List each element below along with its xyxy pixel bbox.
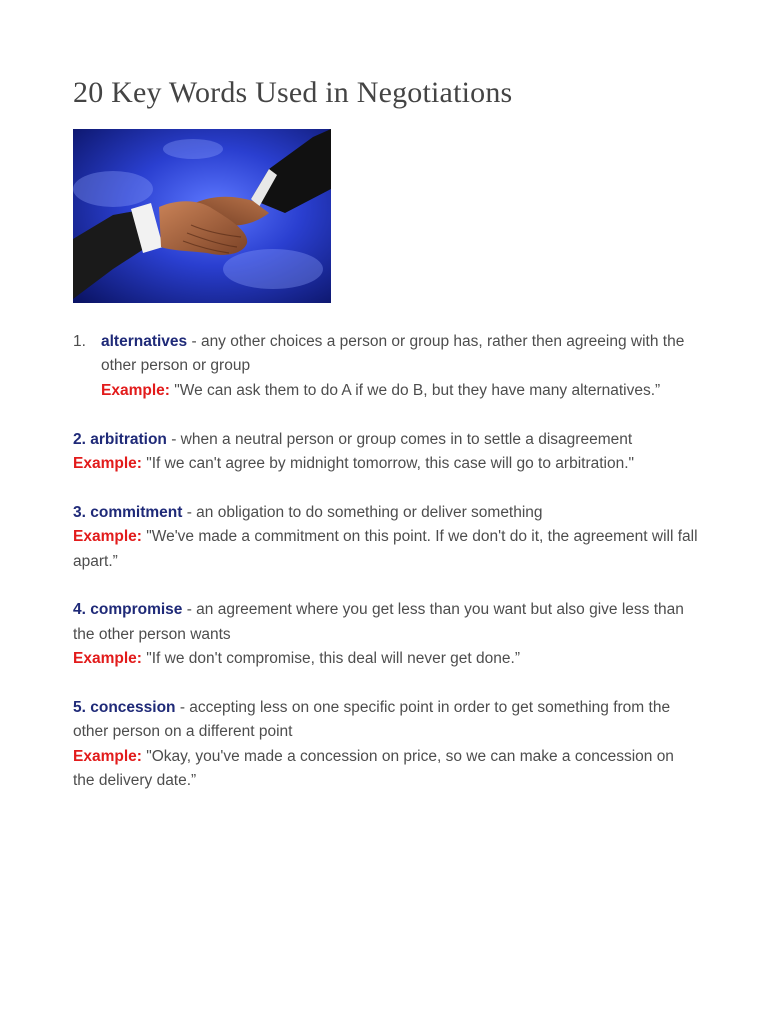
example-label: Example: <box>73 650 142 668</box>
list-item <box>73 696 698 794</box>
definition: - an obligation to do something or deliver something <box>182 503 543 521</box>
list-item <box>73 330 698 403</box>
example-text: "Okay, you've made a concession on price, so we can make a concession on the delivery date.” <box>73 747 674 790</box>
example-text: "We've made a commitment on this point. If we don't do it, the agreement will fall apart.” <box>73 528 698 570</box>
term: 4. compromise <box>73 601 183 619</box>
list-number: 1. <box>73 333 86 350</box>
page-title: 20 Key Words Used in Negotiations <box>73 76 513 109</box>
example-text: "If we don't compromise, this deal will never get done.” <box>141 650 520 668</box>
list-item <box>73 598 698 671</box>
definition: - when a neutral person or group comes in to settle a disagreement <box>166 430 633 448</box>
list-item <box>73 428 698 477</box>
handshake-image <box>73 129 331 303</box>
term: 3. commitment <box>73 503 183 521</box>
example-text: "If we can't agree by midnight tomorrow, this case will go to arbitration." <box>141 455 635 473</box>
definition: - an agreement where you get less than you want but also give less than the other person wants <box>73 601 684 643</box>
list-item <box>73 501 698 574</box>
example-text: "We can ask them to do A if we do B, but they have many alternatives.” <box>169 381 661 399</box>
example-label: Example: <box>73 747 142 765</box>
definition: - any other choices a person or group has, rather then agreeing with the other person or group <box>101 333 685 375</box>
terms-list <box>73 330 698 818</box>
example-label: Example: <box>101 381 170 399</box>
example-label: Example: <box>73 455 142 473</box>
definition: - accepting less on one specific point in order to get something from the other person on a different point <box>73 699 671 741</box>
term: 2. arbitration <box>73 430 167 448</box>
example-label: Example: <box>73 528 142 546</box>
term: 5. concession <box>73 699 176 717</box>
term: alternatives <box>101 333 188 350</box>
